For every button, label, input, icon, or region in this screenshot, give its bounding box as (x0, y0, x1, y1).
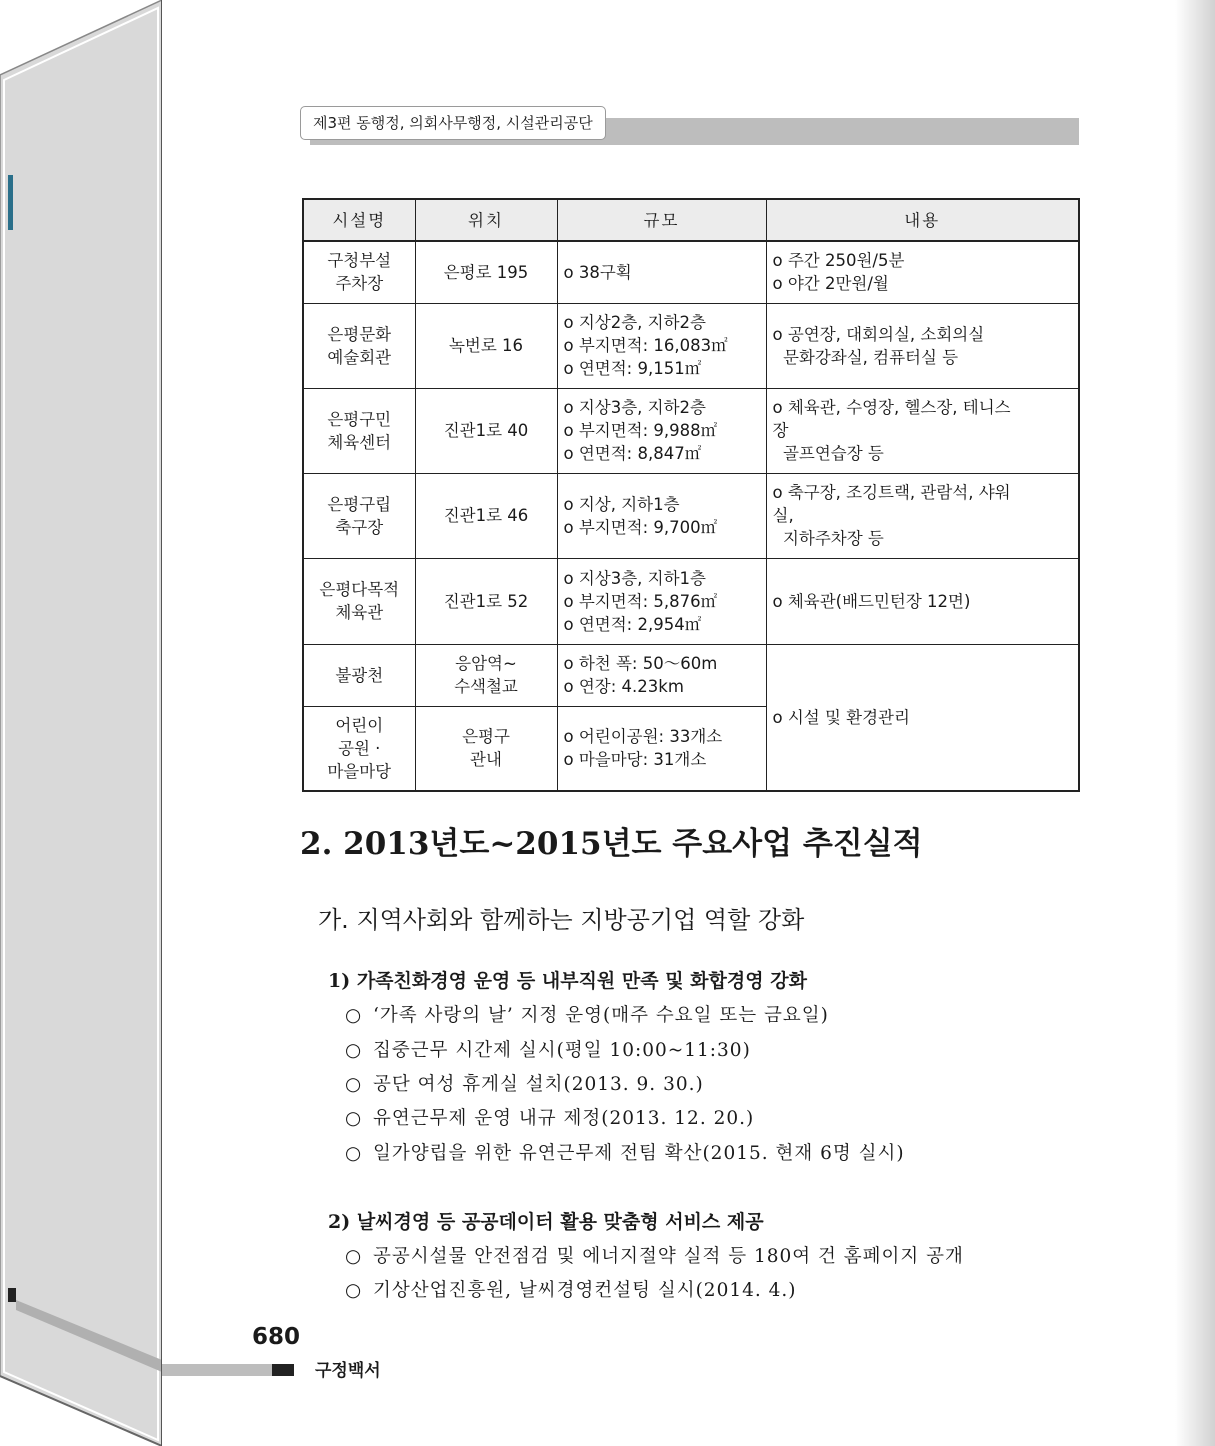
facilities-table (302, 198, 1080, 792)
book-title: 구정백서 (315, 1361, 381, 1381)
subsection-heading: 가. 지역사회와 함께하는 지방공기업 역할 강화 (318, 906, 805, 934)
cell-name: 구청부설 주차장 (303, 241, 415, 303)
cell-name: 어린이 공원 · 마을마당 (303, 706, 415, 791)
table-row (303, 644, 1079, 706)
bullet-marker: ○ (345, 1143, 363, 1164)
cell-content: o 축구장, 조깅트랙, 관람석, 샤워 실, 지하주차장 등 (766, 473, 1079, 558)
list-item: ○ ‘가족 사랑의 날’ 지정 운영(매주 수요일 또는 금요일) (345, 1005, 829, 1026)
cell-location: 은평구 관내 (415, 706, 557, 791)
cell-content: o 주간 250원/5분 o 야간 2만원/월 (766, 241, 1079, 303)
list-item: ○ 일가양립을 위한 유연근무제 전팀 확산(2015. 현재 6명 실시) (345, 1143, 905, 1164)
cell-scale: o 38구획 (557, 241, 766, 303)
bullet-marker: ○ (345, 1005, 363, 1026)
cell-location: 진관1로 52 (415, 558, 557, 644)
bullet-marker: ○ (345, 1040, 363, 1061)
cell-scale: o 지상, 지하1층 o 부지면적: 9,700㎡ (557, 473, 766, 558)
footer-marker (272, 1364, 294, 1376)
bullet-marker: ○ (345, 1280, 363, 1301)
page-edge-shadow (1175, 0, 1215, 1446)
table-header-row (303, 199, 1079, 241)
item-heading-2: 2) 날씨경영 등 공공데이터 활용 맞춤형 서비스 제공 (328, 1211, 764, 1233)
header-content: 내용 (766, 199, 1079, 241)
header-location: 위치 (415, 199, 557, 241)
cell-scale: o 지상3층, 지하2층 o 부지면적: 9,988㎡ o 연면적: 8,847㎡ (557, 388, 766, 473)
list-item: ○ 공공시설물 안전점검 및 에너지절약 실적 등 180여 건 홈페이지 공개 (345, 1246, 964, 1267)
header-scale: 규모 (557, 199, 766, 241)
table-row (303, 473, 1079, 558)
list-item: ○ 유연근무제 운영 내규 제정(2013. 12. 20.) (345, 1108, 755, 1129)
cell-content: o 체육관(배드민턴장 12면) (766, 558, 1079, 644)
cell-name: 은평다목적 체육관 (303, 558, 415, 644)
table-row (303, 558, 1079, 644)
cell-scale: o 하천 폭: 50～60m o 연장: 4.23km (557, 644, 766, 706)
table-row (303, 241, 1079, 303)
cell-location: 은평로 195 (415, 241, 557, 303)
cell-location: 진관1로 40 (415, 388, 557, 473)
running-header: 제3편 동행정, 의회사무행정, 시설관리공단 (300, 106, 606, 140)
cell-location: 응암역~ 수색철교 (415, 644, 557, 706)
cell-location: 진관1로 46 (415, 473, 557, 558)
bullet-marker: ○ (345, 1246, 363, 1267)
cell-content: o 공연장, 대회의실, 소회의실 문화강좌실, 컴퓨터실 등 (766, 303, 1079, 388)
bullet-marker: ○ (345, 1074, 363, 1095)
header-facility-name: 시설명 (303, 199, 415, 241)
page-number: 680 (252, 1324, 301, 1350)
cell-name: 은평구민 체육센터 (303, 388, 415, 473)
item-heading-1: 1) 가족친화경영 운영 등 내부직원 만족 및 화합경영 강화 (328, 970, 807, 992)
cell-scale: o 지상3층, 지하1층 o 부지면적: 5,876㎡ o 연면적: 2,954㎡ (557, 558, 766, 644)
cell-content: o 체육관, 수영장, 헬스장, 테니스 장 골프연습장 등 (766, 388, 1079, 473)
list-item: ○ 기상산업진흥원, 날씨경영컨설팅 실시(2014. 4.) (345, 1280, 797, 1301)
list-item: ○ 집중근무 시간제 실시(평일 10:00~11:30) (345, 1040, 751, 1061)
cell-scale: o 어린이공원: 33개소 o 마을마당: 31개소 (557, 706, 766, 791)
cell-scale: o 지상2층, 지하2층 o 부지면적: 16,083㎡ o 연면적: 9,151㎡ (557, 303, 766, 388)
table-row (303, 303, 1079, 388)
section-heading: 2. 2013년도~2015년도 주요사업 추진실적 (300, 826, 923, 862)
table-row (303, 388, 1079, 473)
cell-content: o 시설 및 환경관리 (766, 644, 1079, 791)
cell-location: 녹번로 16 (415, 303, 557, 388)
bullet-marker: ○ (345, 1108, 363, 1129)
cell-name: 불광천 (303, 644, 415, 706)
cell-name: 은평문화 예술회관 (303, 303, 415, 388)
list-item: ○ 공단 여성 휴게실 설치(2013. 9. 30.) (345, 1074, 704, 1095)
cell-name: 은평구립 축구장 (303, 473, 415, 558)
footer-bar (162, 1364, 272, 1376)
